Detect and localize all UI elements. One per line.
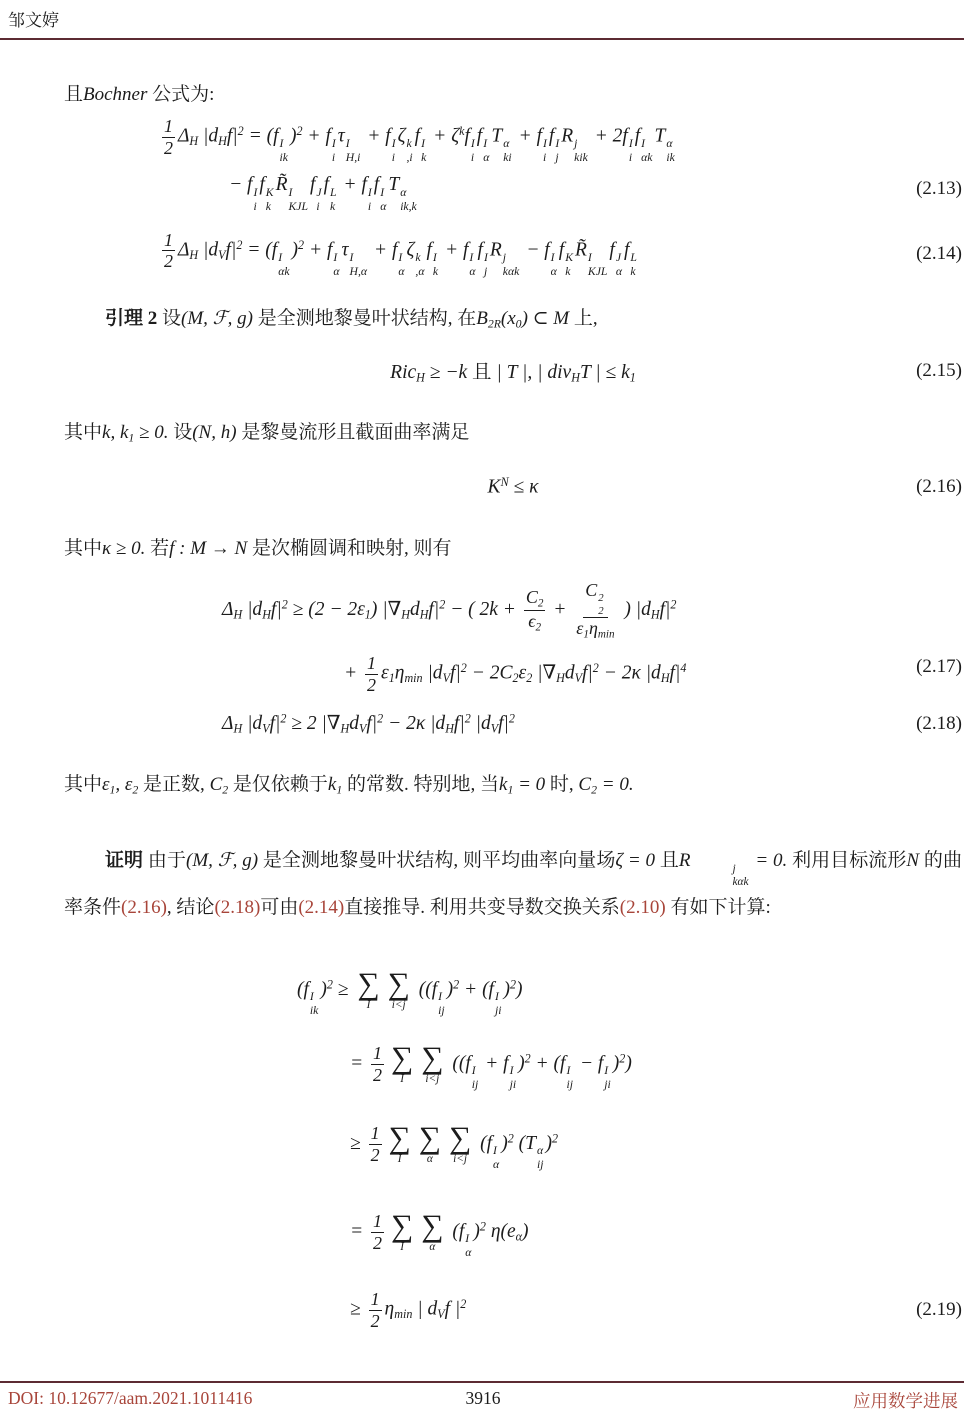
equation-2-14-line-1: $\frac{1}{2}$ $\Delta_H$ $|d_Vf|^2 = (f$ I αk )$^2$ + f I α τ I H,α + f I α ζ k ,α f I k + f I α f I j R j kαk − f I α f K k R̃ I KJL f J α f L k [164, 229, 637, 278]
derivation-line-4 [64, 1200, 962, 1270]
derivation-line-2-math: = $\frac{1}{2}$ ∑ I ∑ i<j ((f I ij + f I ji )$^2$ + (f I ij − f I ji )$^2$) [350, 1039, 632, 1091]
equation-2-15-line-1: Ric$_H$ ≥ −k 且 | T |, | div$_H$T | ≤ $k_1$ [390, 362, 636, 385]
derivation-line-2 [64, 1032, 962, 1102]
equation-2-13-line-2: − f I i f K k R̃ I KJL f J i f L k + f I i f I α T α ik,k [229, 174, 417, 213]
equation-number-2-17: (2.17) [916, 656, 962, 677]
paragraph-condition-kappa: 其中κ ≥ 0. 若f : M → N 是次椭圆调和映射, 则有 [64, 538, 452, 559]
footer-rule [0, 1381, 964, 1383]
equation-2-15 [64, 354, 962, 388]
equation-2-17-line-1: $\Delta_H$ $|d_Hf|^2 \ge (2 - 2\varepsilon_1) |\nabla_Hd_Hf|^2$ − ( 2k + $\frac{C_2}{\epsilon_2}$ + C 2 2 $\varepsilon_1\eta_{min}$ ) $|d_Hf|^2$ [222, 580, 677, 641]
equation-2-18 [64, 702, 962, 746]
equation-2-18-line-1: $\Delta_H$ $|d_Vf|^2 \ge 2$ $|\nabla_Hd_Vf|^2 - 2\kappa$ $|d_Hf|^2$ $|d_Vf|^2$ [222, 711, 515, 736]
equation-number-2-14: (2.14) [916, 243, 962, 264]
footer-journal-link[interactable]: 应用数学进展 [853, 1391, 958, 1411]
equation-number-2-18: (2.18) [916, 713, 962, 734]
equation-number-2-15: (2.15) [916, 360, 962, 381]
derivation-line-3-math: ≥ $\frac{1}{2}$ ∑ I ∑ α ∑ i<j (f I α )$^2$ (T α ij )$^2$ [350, 1119, 558, 1171]
footer-doi-link[interactable]: DOI: 10.12677/aam.2021.1011416 [8, 1388, 253, 1408]
paragraph-condition-epsilon: 其中$\varepsilon_1$, $\varepsilon_2$ 是正数, $C_2$ 是仅依赖于$k_1$ 的常数. 特别地, 当$k_1 = 0$ 时, $C_2 = 0$. [64, 774, 634, 797]
page-footer [8, 1388, 958, 1409]
header-rule [0, 38, 964, 40]
equation-number-2-13: (2.13) [916, 178, 962, 199]
derivation-line-5-math: ≥ $\frac{1}{2}$ $\eta_{min}$ | $d_Vf$ $|^2$ [350, 1288, 467, 1331]
equation-2-16 [64, 470, 962, 504]
derivation-line-4-math: = $\frac{1}{2}$ ∑ I ∑ α (f I α )$^2$ $\eta(e_\alpha)$ [350, 1207, 529, 1259]
equation-2-13 [64, 116, 962, 213]
equation-2-17 [64, 580, 962, 695]
derivation-line-1-math: (f I ik )$^2$ ≥ ∑ I ∑ i<j ((f I ij )$^2$ + (f I ji )$^2$) [297, 965, 523, 1017]
derivation-line-3 [64, 1112, 962, 1182]
paragraph-bochner-intro: 且Bochner 公式为: [64, 84, 215, 105]
paragraph-lemma-2: 引理 2 设(M, ℱ, g) 是全测地黎曼叶状结构, 在$B_{2R}(x_0)$ ⊂ M 上, [105, 308, 598, 331]
derivation-line-1 [64, 960, 962, 1026]
equation-2-17-line-2: + $\frac{1}{2}$ $\varepsilon_1\eta_{min}$ $|d_Vf|^2 - 2C_2\varepsilon_2$ $|\nabla_Hd_Vf|^2 - 2\kappa$ $|d_Hf|^4$ [344, 653, 687, 695]
equation-2-14 [64, 228, 962, 280]
equation-2-13-line-1: $\frac{1}{2}$ $\Delta_H$ $|d_Hf|^2 = (f$ I ik )$^2$ + f I i τ I H,i + f I i ζ k ,i f I k + $\zeta^kf$ I i f I α T α ki + f I i f I j R j kik + 2f I i f I αk T α ik [164, 116, 675, 164]
equation-2-16-line-1: $K^N \le \kappa$ [487, 475, 539, 498]
paragraph-proof: 证明 由于(M, ℱ, g) 是全测地黎曼叶状结构, 则平均曲率向量场ζ = 0 且R j kαk = 0. 利用目标流形N 的曲率条件(2.16), 结论(2.18)可由(2.14)直接推导. 利用共变导数交换关系(2.10) 有如下计算: [64, 850, 962, 918]
derivation-line-5 [64, 1286, 962, 1334]
equation-number-2-16: (2.16) [916, 476, 962, 497]
equation-number-2-19: (2.19) [916, 1299, 962, 1320]
paragraph-condition-k: 其中k, $k_1 \ge 0$. 设(N, h) 是黎曼流形且截面曲率满足 [64, 422, 470, 445]
page-header-author: 邹文婷 [8, 11, 59, 30]
footer-page-number: 3916 [465, 1388, 501, 1408]
